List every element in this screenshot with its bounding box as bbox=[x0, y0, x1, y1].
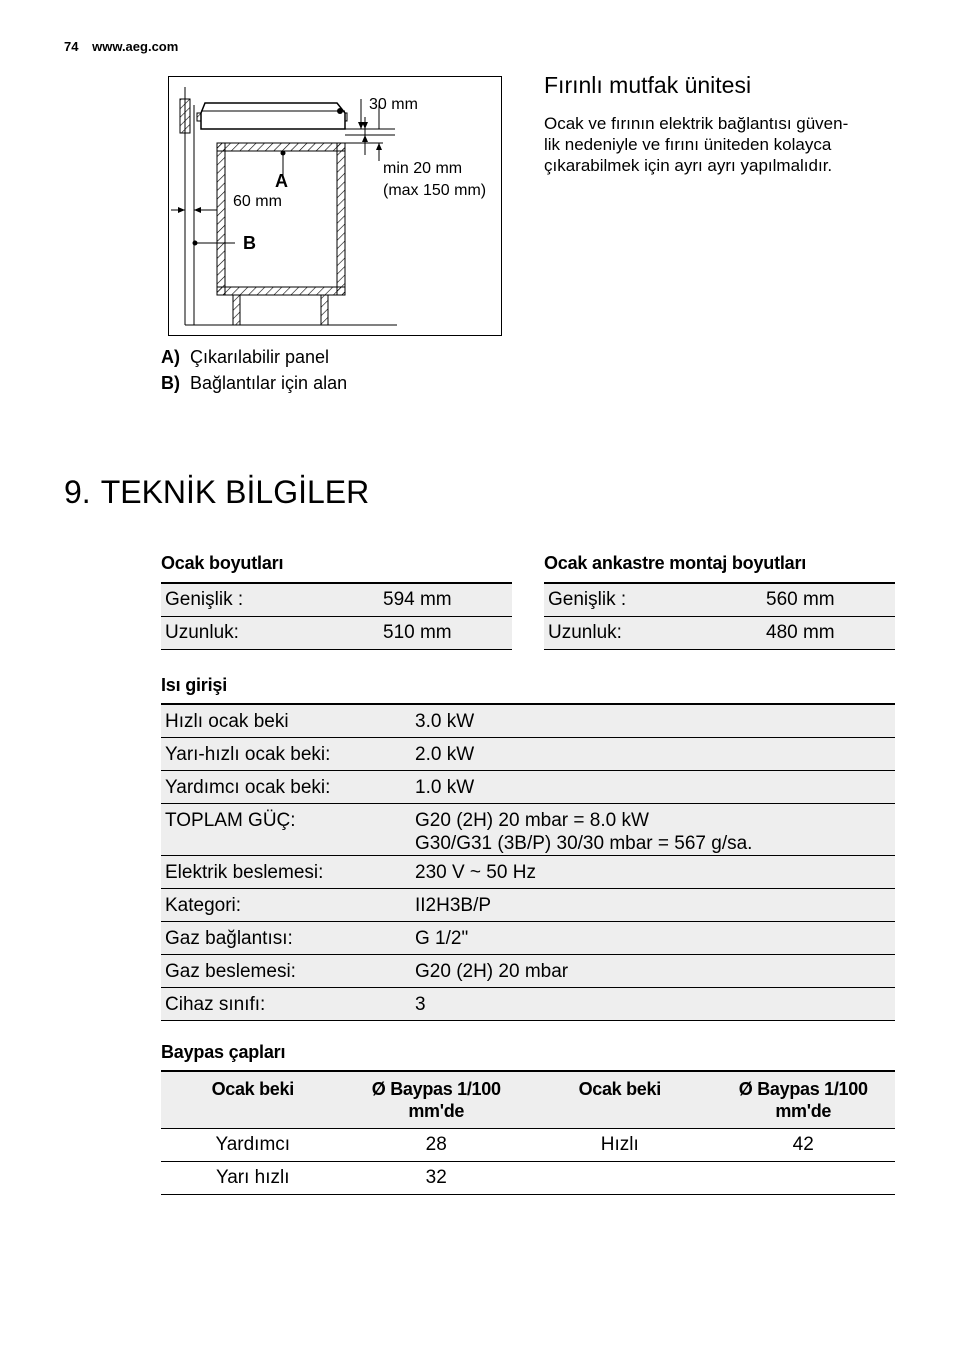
cabinet-bottom bbox=[217, 287, 345, 295]
column-header: Ocak beki bbox=[161, 1071, 345, 1129]
table-cell: Genişlik : bbox=[544, 583, 762, 617]
page-header bbox=[64, 39, 178, 54]
table-header-row bbox=[161, 1071, 895, 1129]
legend-text: Çıkarılabilir panel bbox=[190, 347, 330, 367]
table-row bbox=[161, 1162, 895, 1195]
builtin-dimensions-table bbox=[544, 582, 895, 650]
table-row bbox=[544, 583, 895, 617]
oven-unit-description: Ocak ve fırının elektrik bağlantısı güven- lik nedeniyle ve fırını üniteden kolayca çıkarabilmek için ayrı ayrı yapılmalıdır. bbox=[544, 114, 849, 175]
legend-key: A) bbox=[161, 347, 180, 367]
table-cell: Gaz beslemesi: bbox=[161, 955, 411, 988]
table-cell: 3.0 kW bbox=[411, 704, 895, 738]
table-cell: 480 mm bbox=[762, 617, 895, 650]
table-cell: 230 V ~ 50 Hz bbox=[411, 856, 895, 889]
table-cell bbox=[712, 1162, 896, 1195]
table-cell: 2.0 kW bbox=[411, 738, 895, 771]
total-power-line: G30/G31 (3B/P) 30/30 mbar = 567 g/sa. bbox=[415, 833, 753, 854]
total-power-line: G20 (2H) 20 mbar = 8.0 kW bbox=[415, 810, 649, 831]
table-row bbox=[161, 856, 895, 889]
table-cell: II2H3B/P bbox=[411, 889, 895, 922]
table-cell: Genişlik : bbox=[161, 583, 379, 617]
dim-min-20mm: min 20 mm bbox=[383, 160, 463, 177]
cabinet-leg-left bbox=[233, 295, 240, 325]
legend-text: Bağlantılar için alan bbox=[190, 373, 348, 393]
table-cell: 1.0 kW bbox=[411, 771, 895, 804]
cabinet-diagram bbox=[169, 77, 501, 335]
table-row bbox=[161, 955, 895, 988]
chapter-title: TEKNİK BİLGİLER bbox=[100, 474, 370, 510]
table-cell: Uzunluk: bbox=[161, 617, 379, 650]
dim-max-150mm: (max 150 mm) bbox=[383, 182, 487, 199]
table-row bbox=[161, 1129, 895, 1162]
column-header: Ø Baypas 1/100 mm'de bbox=[345, 1071, 529, 1129]
table-cell: G20 (2H) 20 mbar bbox=[411, 955, 895, 988]
builtin-dimensions-title: Ocak ankastre montaj boyutları bbox=[544, 553, 807, 573]
table-cell: Hızlı ocak beki bbox=[161, 704, 411, 738]
section-title-oven-unit: Fırınlı mutfak ünitesi bbox=[544, 72, 752, 98]
label-b: B bbox=[243, 233, 256, 253]
table-cell: 28 bbox=[345, 1129, 529, 1162]
dim-30mm: 30 mm bbox=[369, 96, 418, 113]
column-header: Ocak beki bbox=[528, 1071, 712, 1129]
table-cell: Yarı-hızlı ocak beki: bbox=[161, 738, 411, 771]
table-cell: 560 mm bbox=[762, 583, 895, 617]
table-row bbox=[161, 704, 895, 738]
chapter-heading bbox=[64, 474, 369, 511]
table-cell: 510 mm bbox=[379, 617, 512, 650]
cabinet-right-panel bbox=[337, 143, 345, 295]
table-row bbox=[161, 771, 895, 804]
hob-dimensions-title: Ocak boyutları bbox=[161, 553, 284, 573]
table-cell: 32 bbox=[345, 1162, 529, 1195]
cabinet-leg-right bbox=[321, 295, 328, 325]
table-row bbox=[161, 922, 895, 955]
table-cell: TOPLAM GÜÇ: bbox=[161, 804, 411, 856]
table-cell: 3 bbox=[411, 988, 895, 1021]
table-cell: Hızlı bbox=[528, 1129, 712, 1162]
table-cell: 42 bbox=[712, 1129, 896, 1162]
label-a: A bbox=[275, 171, 288, 191]
installation-figure bbox=[168, 76, 502, 336]
page-number: 74 bbox=[64, 39, 79, 54]
table-cell: Yardımcı ocak beki: bbox=[161, 771, 411, 804]
column-header: Ø Baypas 1/100 mm'de bbox=[712, 1071, 896, 1129]
legend-item bbox=[161, 373, 347, 394]
table-cell: G 1/2" bbox=[411, 922, 895, 955]
cabinet-left-panel bbox=[217, 143, 225, 295]
bypass-title: Baypas çapları bbox=[161, 1042, 286, 1062]
hob-dimensions-table bbox=[161, 582, 512, 650]
table-cell: Yarı hızlı bbox=[161, 1162, 345, 1195]
table-cell bbox=[528, 1162, 712, 1195]
table-row bbox=[161, 583, 512, 617]
cabinet-top bbox=[217, 143, 345, 151]
table-row bbox=[161, 988, 895, 1021]
table-row bbox=[161, 804, 895, 856]
table-cell: Cihaz sınıfı: bbox=[161, 988, 411, 1021]
table-cell: 594 mm bbox=[379, 583, 512, 617]
chapter-number: 9. bbox=[64, 474, 91, 510]
heat-input-title: Isı girişi bbox=[161, 675, 228, 695]
table-cell bbox=[411, 804, 895, 856]
hob-body bbox=[201, 103, 345, 129]
table-row bbox=[161, 889, 895, 922]
site-url: www.aeg.com bbox=[92, 39, 179, 54]
table-cell: Uzunluk: bbox=[544, 617, 762, 650]
legend-key: B) bbox=[161, 373, 180, 393]
table-cell: Yardımcı bbox=[161, 1129, 345, 1162]
table-row bbox=[161, 617, 512, 650]
bypass-table bbox=[161, 1070, 895, 1195]
legend-item bbox=[161, 347, 329, 368]
table-cell: Gaz bağlantısı: bbox=[161, 922, 411, 955]
heat-input-table bbox=[161, 703, 895, 1021]
dim-60mm: 60 mm bbox=[233, 193, 282, 210]
table-cell: Kategori: bbox=[161, 889, 411, 922]
table-cell: Elektrik beslemesi: bbox=[161, 856, 411, 889]
table-row bbox=[161, 738, 895, 771]
table-row bbox=[544, 617, 895, 650]
